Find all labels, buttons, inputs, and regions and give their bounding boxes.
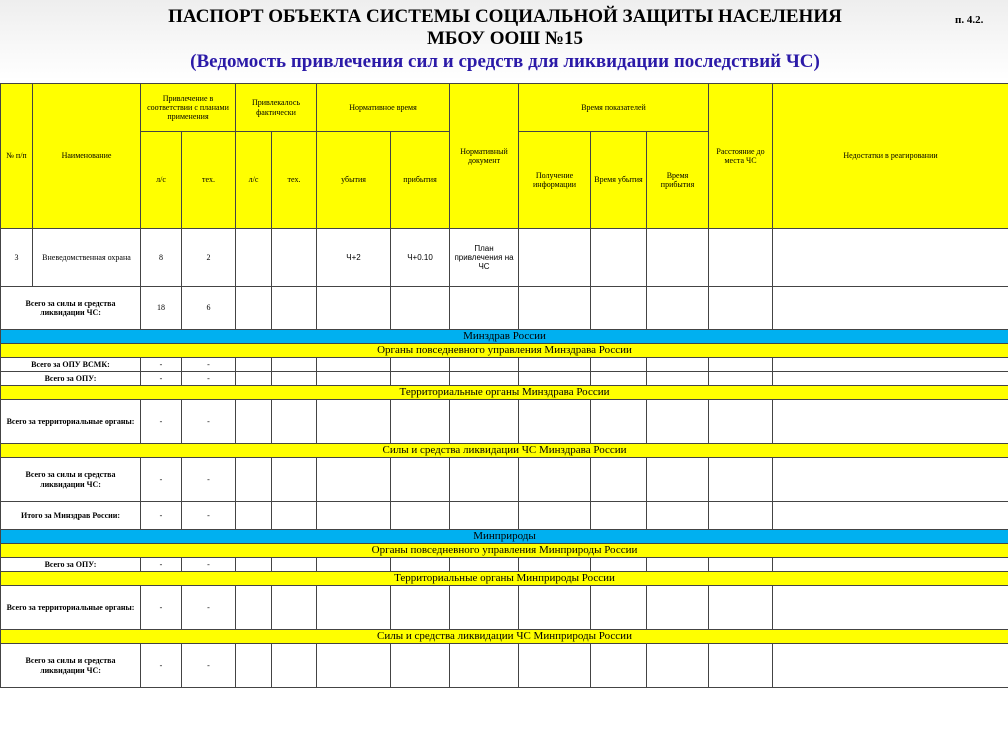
page-header	[0, 0, 1008, 80]
section-header	[1, 444, 1008, 458]
section-nature-daily: Органы повседневного управления Минприроды России	[1, 544, 1008, 558]
col-arrtime-header: Время прибытия	[647, 132, 709, 229]
section-nature-forces: Силы и средства ликвидации ЧС Минприроды России	[1, 630, 1008, 644]
col-departure-header: убытия	[317, 132, 391, 229]
total-forces-ls: 18	[141, 287, 182, 330]
col-normtime-header: Нормативное время	[317, 84, 450, 132]
page-reference: п. 4.2.	[955, 14, 984, 26]
title-line-3: (Ведомость привлечения сил и средств для ликвидации последствий ЧС)	[190, 51, 820, 72]
nature-total-opu: Всего за ОПУ:	[1, 558, 141, 572]
row-ls: 8	[141, 229, 182, 287]
section-header	[1, 330, 1008, 344]
table-header-row-1	[1, 84, 1008, 132]
col-timeind-header: Время показателей	[519, 84, 709, 132]
col-name-header: Наименование	[33, 84, 141, 229]
section-header	[1, 344, 1008, 358]
section-health-territorial: Территориальные органы Минздрава России	[1, 386, 1008, 400]
section-header	[1, 530, 1008, 544]
section-nature-ministry: Минприроды	[1, 530, 1008, 544]
row-tech: 2	[182, 229, 236, 287]
forces-table	[0, 83, 1008, 688]
table-row	[1, 229, 1008, 287]
col-distance-header: Расстояние до места ЧС	[709, 84, 773, 229]
health-total-opu-vsmk: Всего за ОПУ ВСМК:	[1, 358, 141, 372]
table-row: Всего за силы и средства ликвидации ЧС: - -	[1, 644, 1008, 688]
table-row: Итого за Минздрав России: - -	[1, 502, 1008, 530]
health-total-forces: Всего за силы и средства ликвидации ЧС:	[1, 458, 141, 502]
total-forces-label: Всего за силы и средства ликвидации ЧС:	[1, 287, 141, 330]
section-nature-territorial: Территориальные органы Минприроды России	[1, 572, 1008, 586]
col-ls2-header: л/с	[236, 132, 272, 229]
col-info-header: Получение информации	[519, 132, 591, 229]
health-total-territorial: Всего за территориальные органы:	[1, 400, 141, 444]
section-header	[1, 386, 1008, 400]
row-departure: Ч+2	[317, 229, 391, 287]
col-shortcomings-header: Недостатки в реагировании	[773, 84, 1008, 229]
section-health-forces: Силы и средства ликвидации ЧС Минздрава России	[1, 444, 1008, 458]
section-health-daily: Органы повседневного управления Минздрава России	[1, 344, 1008, 358]
table-row: Всего за территориальные органы: - -	[1, 400, 1008, 444]
col-ls-header: л/с	[141, 132, 182, 229]
title-line-2: МБОУ ООШ №15	[426, 28, 584, 49]
col-actual-header: Привлекалось фактически	[236, 84, 317, 132]
table-row: Всего за ОПУ: - -	[1, 372, 1008, 386]
table-row: Всего за ОПУ: - -	[1, 558, 1008, 572]
table-row	[1, 287, 1008, 330]
row-arrival: Ч+0.10	[391, 229, 450, 287]
section-header	[1, 572, 1008, 586]
section-header	[1, 630, 1008, 644]
row-doc: План привлечения на ЧС	[450, 229, 519, 287]
total-forces-tech: 6	[182, 287, 236, 330]
table-row: Всего за территориальные органы: - -	[1, 586, 1008, 630]
table-row: Всего за ОПУ ВСМК: - -	[1, 358, 1008, 372]
col-tech2-header: тех.	[272, 132, 317, 229]
col-num-header: № п/п	[1, 84, 33, 229]
row-name: Вневедомственная охрана	[33, 229, 141, 287]
title-line-1: ПАСПОРТ ОБЪЕКТА СИСТЕМЫ СОЦИАЛЬНОЙ ЗАЩИТЫ НАСЕЛЕНИЯ	[168, 6, 842, 27]
table-row: Всего за силы и средства ликвидации ЧС: - -	[1, 458, 1008, 502]
section-health-ministry: Минздрав России	[1, 330, 1008, 344]
col-normdoc-header: Нормативный документ	[450, 84, 519, 229]
row-num: 3	[1, 229, 33, 287]
col-planned-header: Привлечение в соответствии с планами применения	[141, 84, 236, 132]
nature-total-territorial: Всего за территориальные органы:	[1, 586, 141, 630]
section-header	[1, 544, 1008, 558]
col-deptime-header: Время убытия	[591, 132, 647, 229]
col-tech-header: тех.	[182, 132, 236, 229]
health-total-opu: Всего за ОПУ:	[1, 372, 141, 386]
health-grand-total: Итого за Минздрав России:	[1, 502, 141, 530]
nature-total-forces: Всего за силы и средства ликвидации ЧС:	[1, 644, 141, 688]
col-arrival-header: прибытия	[391, 132, 450, 229]
